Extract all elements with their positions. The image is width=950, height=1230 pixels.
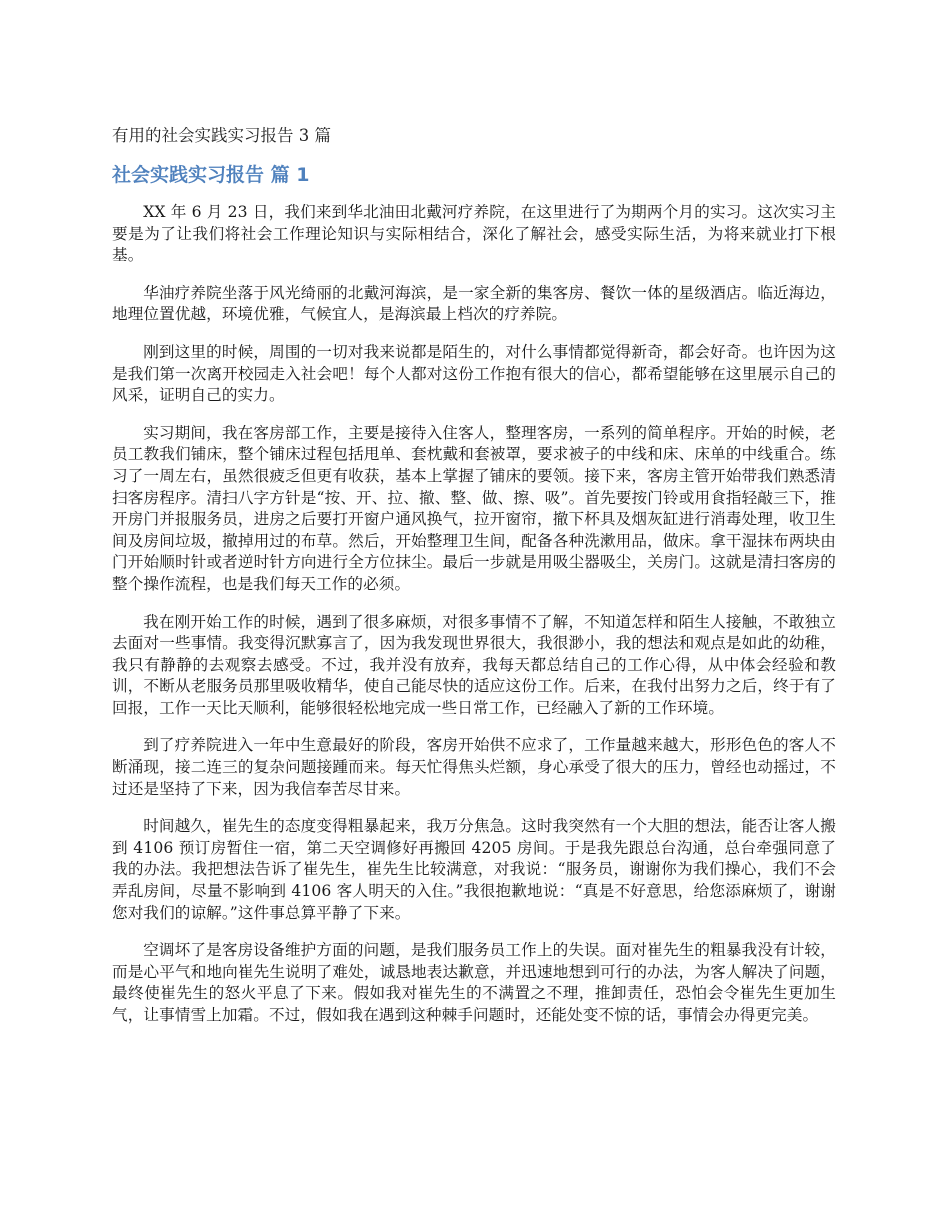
section-heading: 社会实践实习报告 篇 1 [112, 164, 310, 186]
paragraph-8: 空调坏了是客房设备维护方面的问题，是我们服务员工作上的失误。面对崔先生的粗暴我没有计较，而是心平气和地向崔先生说明了难处，诚恳地表达歉意，并迅速地想到可行的办法，为客人解决了问题，最终使崔先生的怒火平息了下来。假如我对崔先生的不满置之不理，推卸责任，恐怕会令崔先生更加生气，让事情雪上加霜。不过，假如我在遇到这种棘手问题时，还能处变不惊的话，事情会办得更完美。 [112, 941, 836, 1024]
paragraph-3: 刚到这里的时候，周围的一切对我来说都是陌生的，对什么事情都觉得新奇，都会好奇。也许因为这是我们第一次离开校园走入社会吧！每个人都对这份工作抱有很大的信心，都希望能够在这里展示自己的风采，证明自己的实力。 [112, 342, 836, 405]
paragraph-2: 华油疗养院坐落于风光绮丽的北戴河海滨，是一家全新的集客房、餐饮一体的星级酒店。临近海边，地理位置优越，环境优雅，气候宜人，是海滨最上档次的疗养院。 [112, 283, 836, 324]
document-page [112, 124, 836, 1043]
paragraph-6: 到了疗养院进入一年中生意最好的阶段，客房开始供不应求了，工作量越来越大，形形色色的客人不断涌现，接二连三的复杂问题接踵而来。每天忙得焦头烂额，身心承受了很大的压力，曾经也动摇过，不过还是坚持了下来，因为我信奉苦尽甘来。 [112, 736, 836, 798]
document-title: 有用的社会实践实习报告 3 篇 [112, 126, 331, 145]
paragraph-1: XX 年 6 月 23 日，我们来到华北油田北戴河疗养院，在这里进行了为期两个月的实习。这次实习主要是为了让我们将社会工作理论知识与实际相结合，深化了解社会，感受实际生活，为将来就业打下根基。 [112, 203, 836, 265]
paragraph-5: 我在刚开始工作的时候，遇到了很多麻烦，对很多事情不了解，不知道怎样和陌生人接触，不敢独立去面对一些事情。我变得沉默寡言了，因为我发现世界很大，我很渺小，我的想法和观点是如此的幼稚，我只有静静的去观察去感受。不过，我并没有放弃，我每天都总结自己的工作心得，从中体会经验和教训，不断从老服务员那里吸收精华，使自己能尽快的适应这份工作。后来，在我付出努力之后，终于有了回报，工作一天比天顺利，能够很轻松地完成一些日常工作，已经融入了新的工作环境。 [112, 612, 836, 717]
paragraph-7: 时间越久，崔先生的态度变得粗暴起来，我万分焦急。这时我突然有一个大胆的想法，能否让客人搬到 4106 预订房暂住一宿，第二天空调修好再搬回 4205 房间。于是我先跟总台沟通，总台牵强同意了我的办法。我把想法告诉了崔先生，崔先生比较满意，对我说：“服务员，谢谢你为我们操心，我们不会弄乱房间，尽量不影响到 4106 客人明天的入住。”我很抱歉地说：“真是不好意思，给您添麻烦了，谢谢您对我们的谅解。”这件事总算平静了下来。 [112, 817, 836, 922]
paragraph-4: 实习期间，我在客房部工作，主要是接待入住客人，整理客房，一系列的简单程序。开始的时候，老员工教我们铺床，整个铺床过程包括甩单、套枕戴和套被罩，要求被子的中线和床、床单的中线重合。练习了一周左右，虽然很疲乏但更有收获，基本上掌握了铺床的要领。接下来，客房主管开始带我们熟悉清扫客房程序。清扫八字方针是“按、开、拉、撤、整、做、擦、吸”。首先要按门铃或用食指轻敲三下，推开房门并报服务员，进房之后要打开窗户通风换气，拉开窗帘，撤下杯具及烟灰缸进行消毒处理，收卫生间及房间垃圾，撤掉用过的布草。然后，开始整理卫生间，配备各种洗漱用品，做床。拿干湿抹布两块由门开始顺时针或者逆时针方向进行全方位抹尘。最后一步就是用吸尘器吸尘，关房门。这就是清扫客房的整个操作流程，也是我们每天工作的必须。 [112, 423, 836, 593]
